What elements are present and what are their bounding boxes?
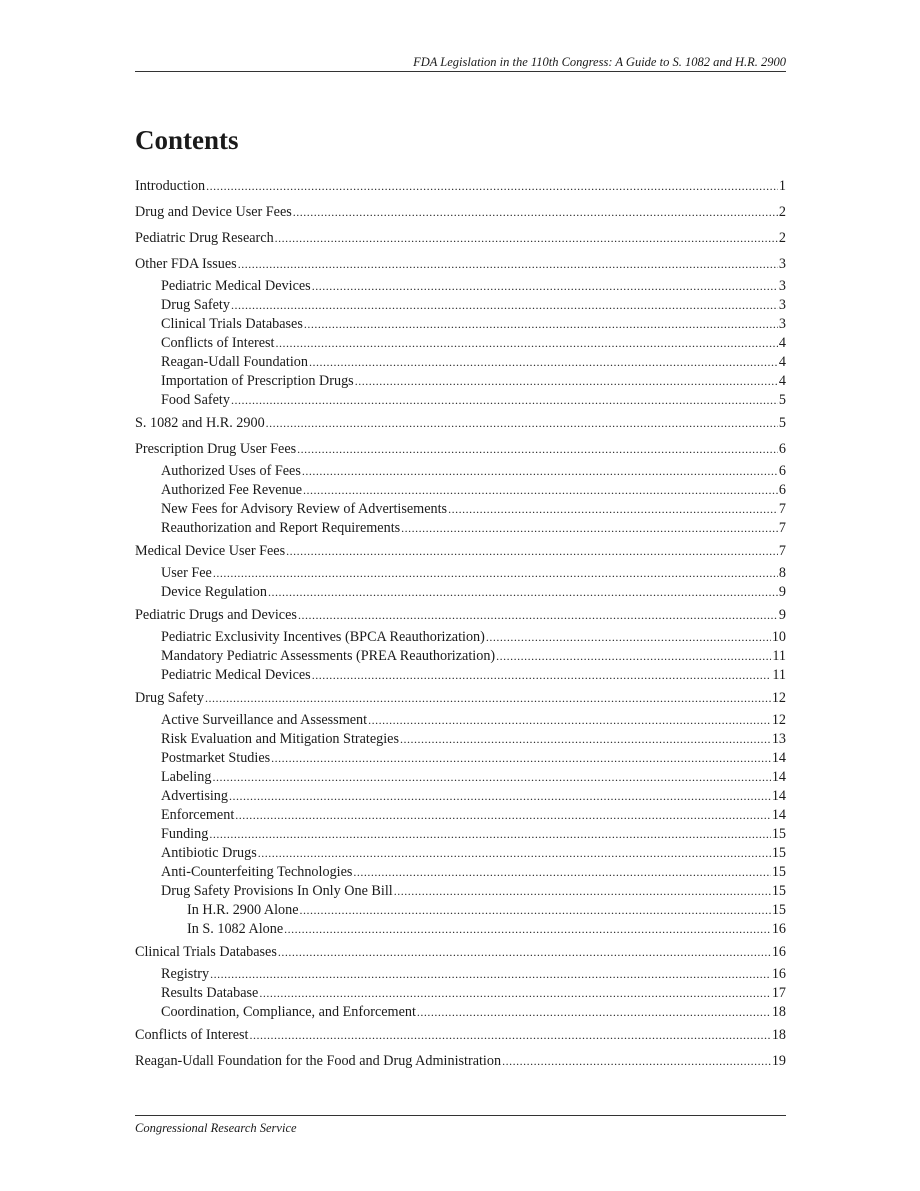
toc-page-number: 9: [778, 607, 786, 623]
toc-page-number: 5: [778, 392, 786, 408]
toc-entry-title: Prescription Drug User Fees: [135, 441, 297, 457]
toc-page-number: 3: [778, 256, 786, 272]
toc-entry[interactable]: [135, 605, 786, 628]
running-header: FDA Legislation in the 110th Congress: A Guide to S. 1082 and H.R. 2900: [413, 55, 786, 69]
toc-entry-title: Mandatory Pediatric Assessments (PREA Reauthorization): [161, 648, 496, 664]
toc-dot-leader: [231, 391, 778, 410]
toc-entry-title: Active Surveillance and Assessment: [161, 712, 368, 728]
toc-page-number: 7: [778, 520, 786, 536]
toc-entry-title: Authorized Fee Revenue: [161, 482, 303, 498]
toc-entry[interactable]: [135, 806, 786, 825]
toc-entry-title: Clinical Trials Databases: [135, 944, 277, 960]
toc-dot-leader: [304, 315, 778, 334]
toc-dot-leader: [401, 519, 778, 538]
toc-entry[interactable]: [135, 277, 786, 296]
toc-dot-leader: [297, 439, 778, 459]
toc-entry[interactable]: [135, 372, 786, 391]
toc-entry[interactable]: [135, 863, 786, 882]
toc-dot-leader: [284, 920, 771, 939]
toc-entry[interactable]: [135, 583, 786, 605]
toc-entry-title: In S. 1082 Alone: [187, 921, 284, 937]
toc-dot-leader: [353, 863, 770, 882]
toc-entry[interactable]: [135, 666, 786, 688]
toc-entry[interactable]: [135, 481, 786, 500]
footer-rule: [135, 1115, 786, 1116]
toc-page-number: 9: [778, 584, 786, 600]
toc-dot-leader: [302, 462, 778, 481]
toc-entry[interactable]: [135, 1003, 786, 1025]
toc-entry-title: Drug Safety: [135, 690, 204, 706]
toc-dot-leader: [206, 176, 778, 196]
toc-entry[interactable]: [135, 439, 786, 462]
toc-entry-title: Conflicts of Interest: [135, 1027, 249, 1043]
toc-page-number: 14: [771, 807, 786, 823]
running-footer: Congressional Research Service: [135, 1121, 297, 1135]
toc-dot-leader: [300, 901, 771, 920]
toc-page-number: 4: [778, 335, 786, 351]
toc-page-number: 16: [771, 944, 786, 960]
toc-entry-title: Coordination, Compliance, and Enforcement: [161, 1004, 416, 1020]
toc-page-number: 6: [778, 441, 786, 457]
toc-page-number: 12: [771, 690, 786, 706]
toc-entry[interactable]: [135, 920, 786, 942]
toc-dot-leader: [249, 1025, 770, 1045]
toc-page-number: 18: [771, 1004, 786, 1020]
toc-dot-leader: [293, 202, 778, 222]
toc-page-number: 3: [778, 278, 786, 294]
toc-entry-title: Pediatric Drug Research: [135, 230, 274, 246]
toc-entry[interactable]: [135, 628, 786, 647]
toc-entry[interactable]: [135, 228, 786, 254]
toc-entry[interactable]: [135, 541, 786, 564]
toc-entry-title: Results Database: [161, 985, 259, 1001]
toc-dot-leader: [278, 942, 771, 962]
toc-dot-leader: [268, 583, 778, 602]
toc-dot-leader: [231, 296, 778, 315]
toc-page-number: 3: [778, 297, 786, 313]
toc-page-number: 15: [771, 845, 786, 861]
toc-page-number: 12: [771, 712, 786, 728]
toc-entry[interactable]: [135, 942, 786, 965]
toc-entry-title: Reagan-Udall Foundation for the Food and Drug Administration: [135, 1053, 502, 1069]
toc-entry[interactable]: [135, 965, 786, 984]
toc-entry[interactable]: [135, 353, 786, 372]
toc-dot-leader: [210, 965, 771, 984]
toc-entry[interactable]: [135, 315, 786, 334]
toc-entry[interactable]: [135, 202, 786, 228]
toc-entry[interactable]: [135, 825, 786, 844]
toc-entry-title: Advertising: [161, 788, 228, 804]
toc-entry-title: Drug and Device User Fees: [135, 204, 292, 220]
toc-entry[interactable]: [135, 787, 786, 806]
toc-entry[interactable]: [135, 749, 786, 768]
toc-page-number: 18: [771, 1027, 786, 1043]
toc-entry[interactable]: [135, 334, 786, 353]
toc-entry-title: Authorized Uses of Fees: [161, 463, 301, 479]
toc-entry-title: Pediatric Medical Devices: [161, 278, 311, 294]
toc-page-number: 15: [771, 864, 786, 880]
toc-entry-title: Reagan-Udall Foundation: [161, 354, 308, 370]
toc-page-number: 6: [778, 463, 786, 479]
toc-page-number: 2: [778, 204, 786, 220]
toc-page-number: 17: [771, 985, 786, 1001]
toc-entry-title: Introduction: [135, 178, 206, 194]
toc-page-number: 8: [778, 565, 786, 581]
toc-entry-title: Pediatric Exclusivity Incentives (BPCA Reauthorization): [161, 629, 485, 645]
toc-entry[interactable]: [135, 711, 786, 730]
toc-page-number: 1: [778, 178, 786, 194]
toc-page-number: 4: [778, 354, 786, 370]
toc-entry-title: Clinical Trials Databases: [161, 316, 303, 332]
toc-dot-leader: [298, 605, 778, 625]
toc-entry-title: Antibiotic Drugs: [161, 845, 257, 861]
toc-page-number: 14: [771, 750, 786, 766]
toc-dot-leader: [400, 730, 771, 749]
toc-dot-leader: [212, 768, 770, 787]
toc-dot-leader: [266, 413, 778, 433]
toc-page-number: 7: [778, 501, 786, 517]
toc-dot-leader: [355, 372, 778, 391]
toc-entry[interactable]: [135, 1025, 786, 1051]
toc-entry-title: Importation of Prescription Drugs: [161, 373, 354, 389]
toc-entry[interactable]: [135, 984, 786, 1003]
toc-dot-leader: [275, 334, 777, 353]
toc-entry-title: Registry: [161, 966, 210, 982]
document-page: [135, 0, 786, 1191]
contents-title: Contents: [135, 125, 239, 155]
toc-entry[interactable]: [135, 519, 786, 541]
toc-page-number: 5: [778, 415, 786, 431]
toc-entry[interactable]: [135, 901, 786, 920]
toc-page-number: 3: [778, 316, 786, 332]
toc-dot-leader: [312, 666, 772, 685]
toc-dot-leader: [271, 749, 771, 768]
toc-entry[interactable]: [135, 176, 786, 202]
toc-entry-title: Food Safety: [161, 392, 230, 408]
toc-entry[interactable]: [135, 564, 786, 583]
toc-entry[interactable]: [135, 730, 786, 749]
toc-dot-leader: [417, 1003, 771, 1022]
toc-entry-title: Drug Safety: [161, 297, 230, 313]
toc-entry[interactable]: [135, 647, 786, 666]
toc-entry[interactable]: [135, 413, 786, 439]
toc-page-number: 19: [771, 1053, 786, 1069]
toc-entry-title: Device Regulation: [161, 584, 267, 600]
toc-entry[interactable]: [135, 296, 786, 315]
toc-dot-leader: [258, 844, 771, 863]
toc-entry[interactable]: [135, 1051, 786, 1077]
toc-dot-leader: [275, 228, 778, 248]
toc-page-number: 2: [778, 230, 786, 246]
toc-entry-title: Drug Safety Provisions In Only One Bill: [161, 883, 393, 899]
toc-entry[interactable]: [135, 882, 786, 901]
toc-dot-leader: [368, 711, 771, 730]
toc-entry[interactable]: [135, 768, 786, 787]
toc-dot-leader: [235, 806, 771, 825]
toc-entry-title: Conflicts of Interest: [161, 335, 275, 351]
toc-page-number: 4: [778, 373, 786, 389]
toc-dot-leader: [394, 882, 771, 901]
toc-page-number: 15: [771, 902, 786, 918]
toc-entry[interactable]: [135, 462, 786, 481]
toc-page-number: 11: [772, 648, 786, 664]
toc-dot-leader: [303, 481, 778, 500]
toc-entry[interactable]: [135, 254, 786, 277]
header-rule: [135, 71, 786, 72]
toc-entry-title: Enforcement: [161, 807, 235, 823]
toc-dot-leader: [238, 254, 778, 274]
toc-entry[interactable]: [135, 688, 786, 711]
toc-page-number: 15: [771, 883, 786, 899]
toc-dot-leader: [309, 353, 778, 372]
toc-page-number: 16: [771, 921, 786, 937]
toc-entry-title: Labeling: [161, 769, 212, 785]
toc-entry[interactable]: [135, 500, 786, 519]
toc-entry-title: Risk Evaluation and Mitigation Strategies: [161, 731, 400, 747]
toc-dot-leader: [286, 541, 778, 561]
table-of-contents: [135, 176, 786, 1077]
toc-dot-leader: [502, 1051, 771, 1071]
toc-dot-leader: [229, 787, 771, 806]
toc-entry-title: S. 1082 and H.R. 2900: [135, 415, 265, 431]
toc-entry-title: User Fee: [161, 565, 212, 581]
toc-dot-leader: [496, 647, 771, 666]
toc-entry-title: Medical Device User Fees: [135, 543, 286, 559]
toc-entry-title: Postmarket Studies: [161, 750, 271, 766]
toc-page-number: 16: [771, 966, 786, 982]
toc-page-number: 7: [778, 543, 786, 559]
toc-page-number: 11: [772, 667, 786, 683]
toc-page-number: 10: [771, 629, 786, 645]
toc-entry-title: Funding: [161, 826, 209, 842]
toc-page-number: 14: [771, 769, 786, 785]
toc-dot-leader: [209, 825, 771, 844]
toc-dot-leader: [205, 688, 771, 708]
toc-dot-leader: [259, 984, 770, 1003]
toc-entry-title: Pediatric Drugs and Devices: [135, 607, 297, 623]
toc-entry-title: Anti-Counterfeiting Technologies: [161, 864, 353, 880]
toc-entry-title: Pediatric Medical Devices: [161, 667, 311, 683]
toc-dot-leader: [448, 500, 778, 519]
toc-entry[interactable]: [135, 391, 786, 413]
toc-entry-title: New Fees for Advisory Review of Advertisements: [161, 501, 448, 517]
toc-dot-leader: [486, 628, 771, 647]
toc-page-number: 6: [778, 482, 786, 498]
toc-page-number: 13: [771, 731, 786, 747]
toc-entry[interactable]: [135, 844, 786, 863]
toc-page-number: 15: [771, 826, 786, 842]
toc-dot-leader: [312, 277, 778, 296]
toc-entry-title: In H.R. 2900 Alone: [187, 902, 299, 918]
toc-entry-title: Reauthorization and Report Requirements: [161, 520, 401, 536]
toc-entry-title: Other FDA Issues: [135, 256, 237, 272]
toc-dot-leader: [213, 564, 778, 583]
toc-page-number: 14: [771, 788, 786, 804]
